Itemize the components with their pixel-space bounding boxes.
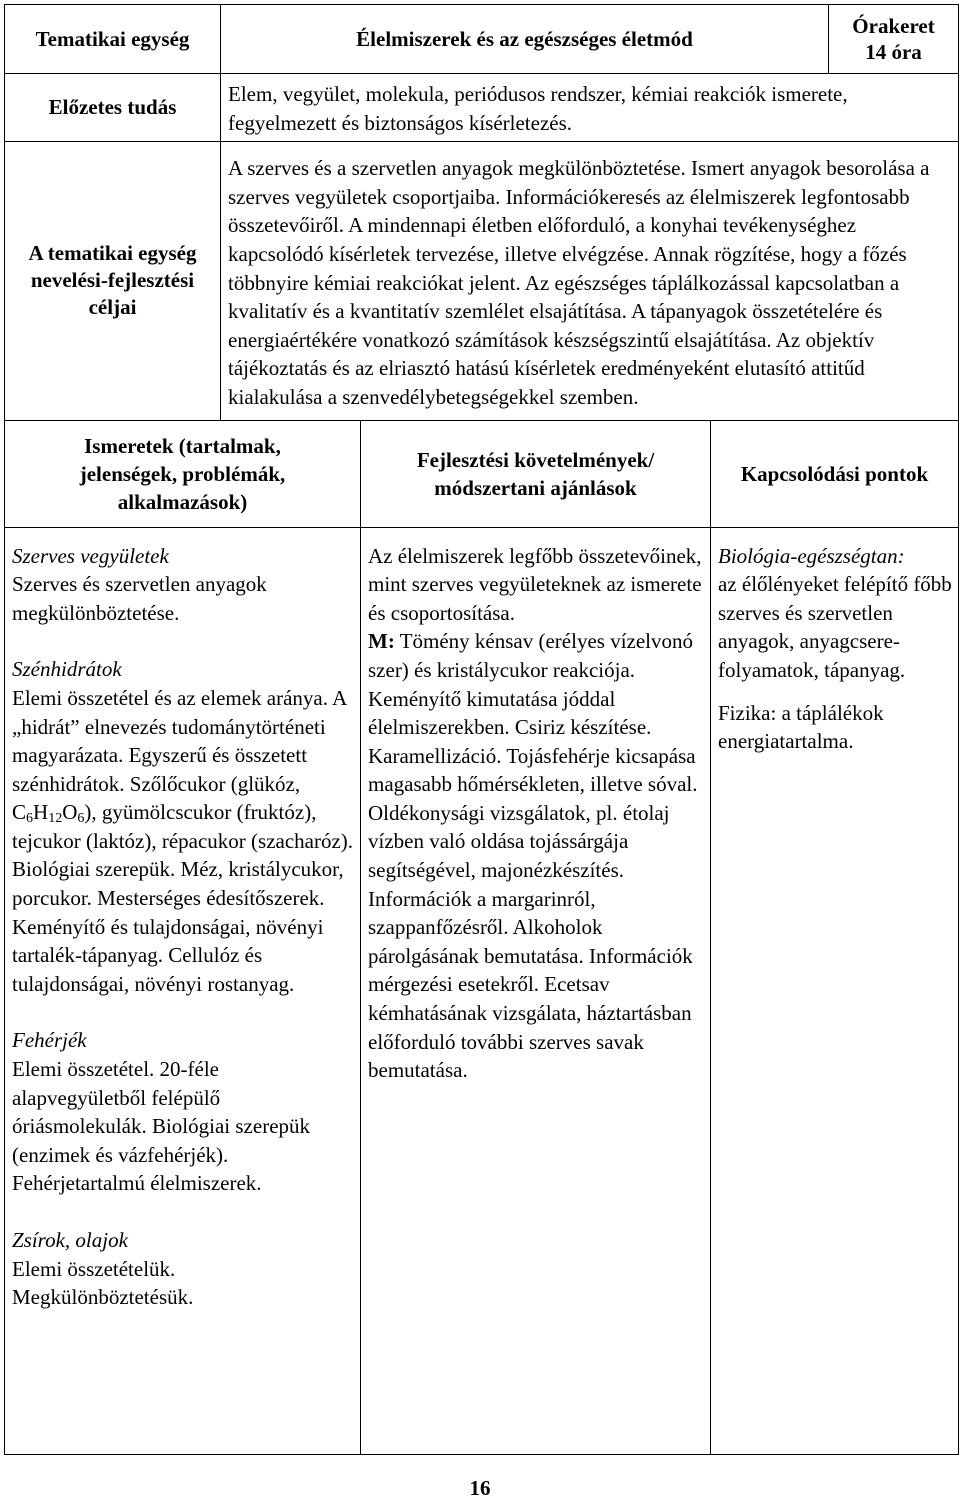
- column-header-row: [5, 420, 959, 527]
- hours-label: Órakeret: [852, 14, 935, 38]
- content-row: [5, 527, 959, 1454]
- method-label: M:: [368, 629, 395, 654]
- section-title-proteins: Fehérjék: [12, 1028, 87, 1053]
- header-row: [5, 5, 959, 74]
- requirements-text: Az élelmiszerek legfőbb összetevőinek, mint szerves vegyületeknek az ismerete és csoportosítása. M: Tömény kénsav (erélyes vízelvonó szer) és kristálycukor reakciója. Keményítő kimutatása jóddal élelmiszerekben. Csiriz készítése. Karamellizáció. Tojásfehérje kicsapása magasabb hőmérsékleten, illetve sóval. Oldékonysági vizsgálatok, pl. étolaj vízben való oldása tojássárgája segítségével, majonézkészítés. Információk a margarinról, szappanfőzésről. Alkoholok párolgásának bemutatása. Információk mérgezési esetekről. Ecetsav kémhatásának vizsgálata, háztartásban előforduló további szerves savak bemutatása.: [368, 543, 702, 1083]
- page-number: 16: [469, 1476, 491, 1500]
- section-text-carbohydrates: Elemi összetétel és az elemek aránya. A „hidrát” elnevezés tudománytörténeti magyarázata. Egyszerű és összetett szénhidrátok. Szőlőcukor (glükóz, $C_6H_{12}O_6$), gyümölcscukor (fruktóz), tejcukor (laktóz), répacukor (szacharóz). Biológiai szerepük. Méz, kristálycukor, porcukor. Mesterséges édesítőszerek. Keményítő és tulajdonságai, növényi tartalék-tápanyag. Cellulóz és tulajdonságai, növényi rostanyag.: [12, 685, 354, 996]
- curriculum-table: [4, 4, 959, 1455]
- unit-label: Tematikai egység: [5, 5, 221, 74]
- prior-knowledge-label: Előzetes tudás: [5, 74, 221, 142]
- link-biology-title: Biológia-egészségtan:: [718, 543, 905, 568]
- col-header-requirements: Fejlesztési követelmények/ módszertani ajánlások: [361, 420, 711, 527]
- hours-cell: [829, 5, 959, 74]
- section-title-organic: Szerves vegyületek: [12, 543, 169, 568]
- goals-row: [5, 142, 959, 420]
- link-physics-text: Fizika: a táplálékok energiatartalma.: [718, 700, 884, 754]
- requirements-cell: [361, 527, 711, 1454]
- formula-glucose: $C_6H_{12}O_6$: [12, 800, 85, 827]
- curriculum-page: [4, 4, 958, 1455]
- section-text-fats: Elemi összetételük. Megkülönböztetésük.: [12, 1256, 194, 1310]
- section-text-organic: Szerves és szervetlen anyagok megkülönböztetése.: [12, 572, 267, 625]
- section-text-proteins: Elemi összetétel. 20-féle alapvegyületből felépülő óriásmolekulák. Biológiai szerepük (enzimek és vázfehérjék). Fehérjetartalmú élelmiszerek.: [12, 1057, 311, 1196]
- section-title-fats: Zsírok, olajok: [12, 1228, 128, 1252]
- goals-text: A szerves és a szervetlen anyagok megkülönböztetése. Ismert anyagok besorolása a szerves vegyületek csoportjaiba. Információkeresés az élelmiszerek legfontosabb összetevőiről. A mindennapi életben előforduló, a konyhai tevékenységhez kapcsolódó kísérletek tervezése, illetve elvégzése. Annak rögzítése, hogy a főzés többnyire kémiai reakciókat jelent. Az egészséges táplálkozással kapcsolatban a kvalitatív és a kvantitatív szemlélet elsajátítása. A tápanyagok összetételére és energiaértékére vonatkozó számítások készségszintű elsajátítása. Az objektív tájékoztatás és az elriasztó hatású kísérletek eredményeként elutasító attitűd kialakulása a szenvedélybetegségekkel szemben.: [221, 142, 959, 420]
- col-header-links: Kapcsolódási pontok: [711, 420, 959, 527]
- hours-value: 14 óra: [865, 40, 922, 64]
- unit-title: Élelmiszerek és az egészséges életmód: [221, 5, 829, 74]
- goals-label: A tematikai egység nevelési-fejlesztési céljai: [5, 142, 221, 420]
- links-cell: [711, 527, 959, 1454]
- prior-knowledge-text: Elem, vegyület, molekula, periódusos rendszer, kémiai reakciók ismerete, fegyelmezett és biztonságos kísérletezés.: [221, 74, 959, 142]
- col-header-content: Ismeretek (tartalmak, jelenségek, problémák, alkalmazások): [5, 420, 361, 527]
- prior-knowledge-row: [5, 74, 959, 142]
- content-cell: [5, 527, 361, 1454]
- section-title-carbohydrates: Szénhidrátok: [12, 657, 122, 682]
- link-biology-text: az élőlényeket felépítő főbb szerves és szervetlen anyagok, anyagcsere-folyamatok, tápanyag.: [718, 572, 952, 682]
